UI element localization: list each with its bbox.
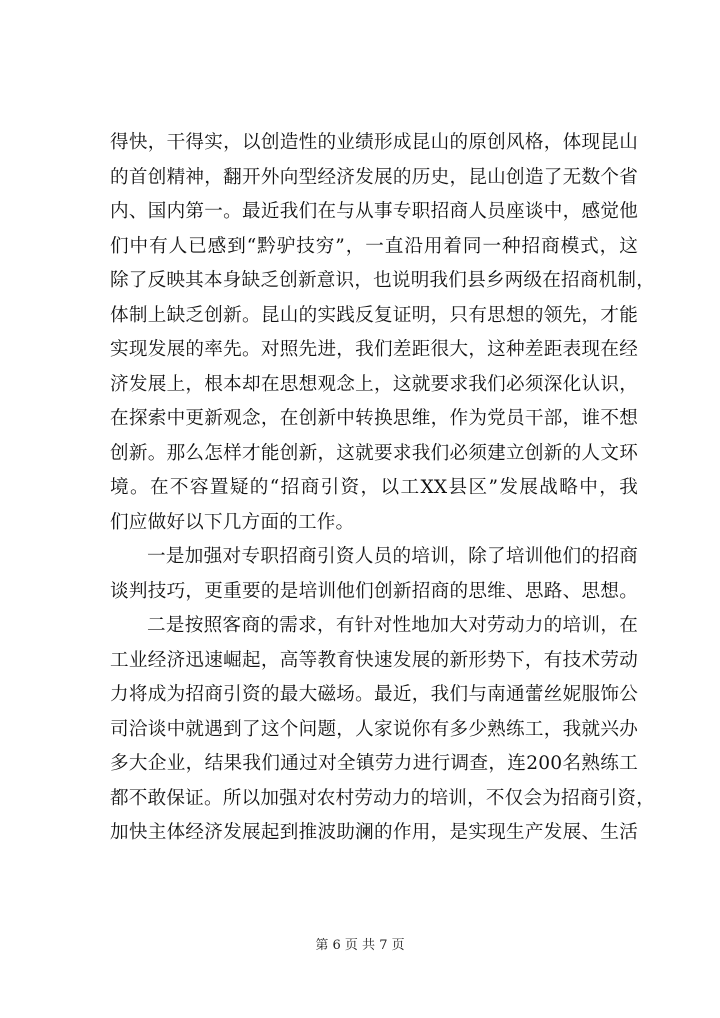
text-line: 们应做好以下几方面的工作。: [110, 511, 355, 533]
paragraph-2: [110, 540, 638, 609]
text-line: 一是加强对专职招商引资人员的培训，除了培训他们的招商: [147, 546, 638, 567]
text-line: 创新。那么怎样才能创新，这就要求我们必须建立创新的人文环: [110, 442, 638, 464]
page-number: 第 6 页 共 7 页: [315, 938, 405, 953]
text-line: 谈判技巧，更重要的是培训他们创新招商的思维、思路、思想。: [110, 580, 638, 602]
text-line: 加快主体经济发展起到推波助澜的作用，是实现生产发展、生活: [110, 822, 638, 843]
text-line: 二是按照客商的需求，有针对性地加大对劳动力的培训，在: [147, 615, 638, 636]
text-line: 多大企业，结果我们通过对全镇劳力进行调查，连200名熟练工: [110, 753, 638, 774]
paragraph-3: [110, 609, 656, 851]
text-line: 力将成为招商引资的最大磁场。最近，我们与南通蕾丝妮服饰公: [110, 684, 638, 705]
text-line: 体制上缺乏创新。昆山的实践反复证明，只有思想的领先，才能: [110, 304, 638, 326]
text-line: 工业经济迅速崛起，高等教育快速发展的新形势下，有技术劳动: [110, 649, 638, 671]
text-line: 实现发展的率先。对照先进，我们差距很大，这种差距表现在经: [110, 339, 638, 360]
paragraph-1: [110, 126, 656, 540]
text-line: 除了反映其本身缺乏创新意识，也说明我们县乡两级在招商机制，: [110, 270, 656, 291]
text-line: 得快，干得实，以创造性的业绩形成昆山的原创风格，体现昆山: [110, 132, 638, 153]
text-line: 们中有人已感到“黔驴技穷”，一直沿用着同一种招商模式，这: [110, 235, 638, 257]
text-line: 境。在不容置疑的“招商引资，以工XX县区”发展战略中，我: [110, 477, 638, 498]
text-line: 司洽谈中就遇到了这个问题，人家说你有多少熟练工，我就兴办: [110, 718, 638, 740]
body-text: [110, 126, 656, 851]
text-line: 内、国内第一。最近我们在与从事专职招商人员座谈中，感觉他: [110, 201, 638, 222]
text-line: 济发展上，根本却在思想观念上，这就要求我们必须深化认识，: [110, 373, 638, 395]
text-line: 都不敢保证。所以加强对农村劳动力的培训，不仅会为招商引资，: [110, 787, 656, 809]
text-line: 在探索中更新观念，在创新中转换思维，作为党员干部，谁不想: [110, 408, 638, 429]
page-footer: [0, 934, 720, 953]
text-line: 的首创精神，翻开外向型经济发展的历史，昆山创造了无数个省: [110, 166, 638, 188]
